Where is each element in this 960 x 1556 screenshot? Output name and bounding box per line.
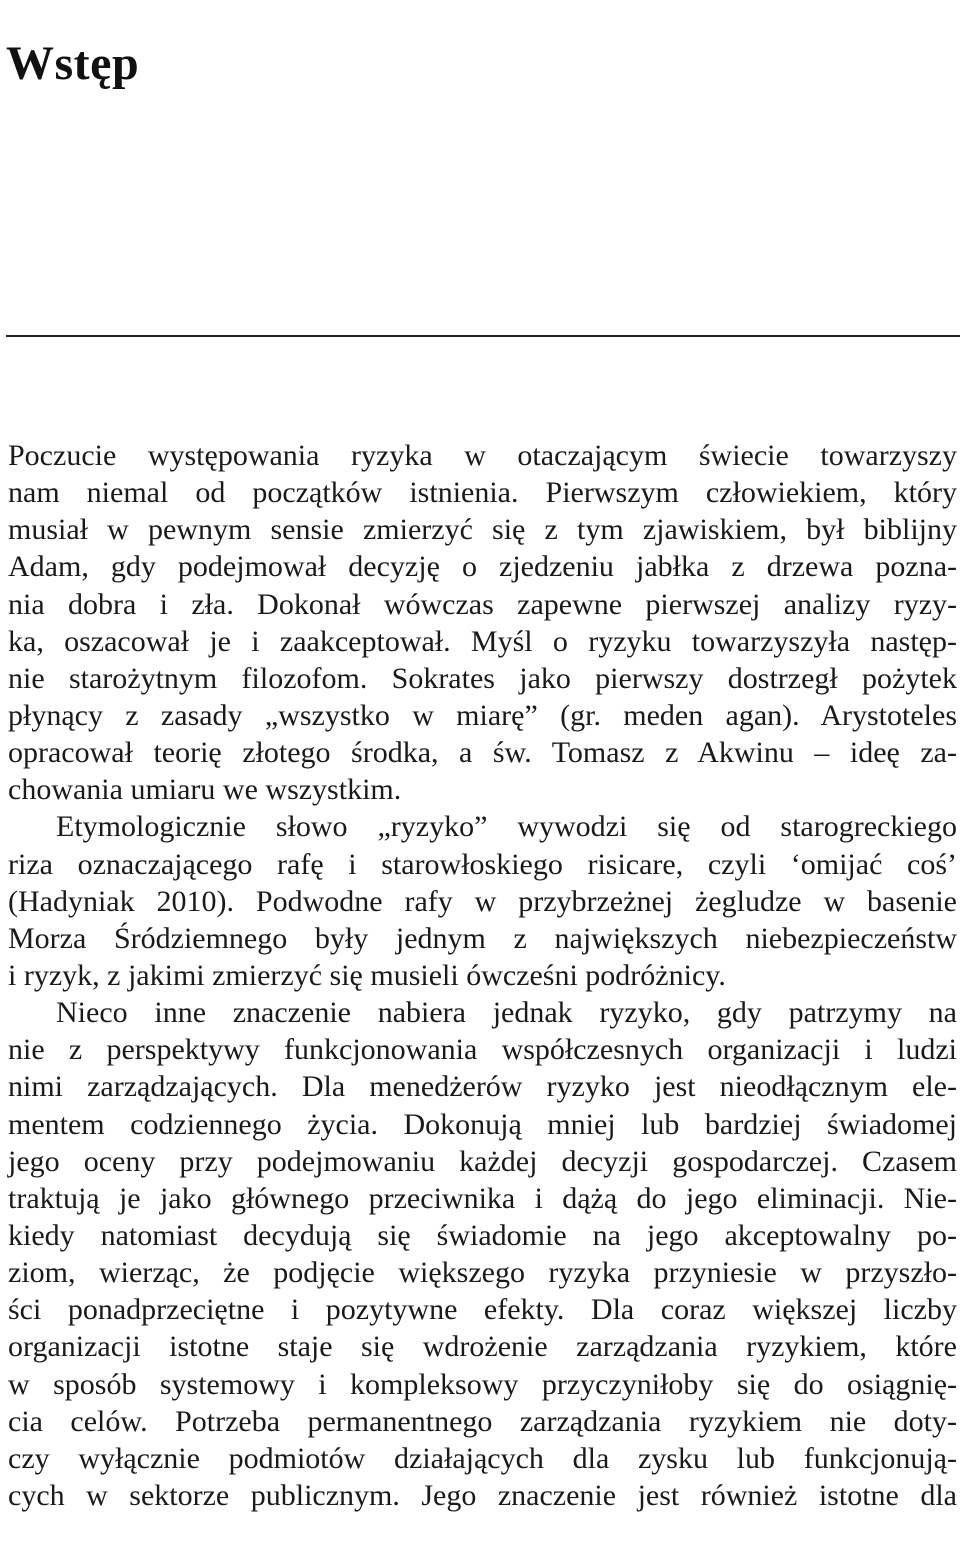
text-line: ści ponadprzeciętne i pozytywne efekty. Dla coraz większej liczby [8,1293,957,1327]
text-line: jego oceny przy podejmowaniu każdej decyzji gospodarczej. Czasem [8,1144,957,1178]
text-line: i ryzyk, z jakimi zmierzyć się musieli ówcześni podróżnicy. [8,958,726,992]
text-line: czy wyłącznie podmiotów działających dla zysku lub funkcjonują- [8,1441,957,1475]
text-line: opracował teorię złotego środka, a św. Tomasz z Akwinu – ideę za- [8,736,957,770]
text-line: nie z perspektywy funkcjonowania współczesnych organizacji i ludzi [8,1033,957,1067]
text-line: musiał w pewnym sensie zmierzyć się z tym zjawiskiem, był biblijny [8,513,957,547]
text-line: ziom, wierząc, że podjęcie większego ryzyka przyniesie w przyszło- [8,1256,957,1290]
text-line: w sposób systemowy i kompleksowy przyczyniłoby się do osiągnię- [8,1367,957,1401]
text-line: traktują je jako głównego przeciwnika i dążą do jego eliminacji. Nie- [8,1181,957,1215]
text-line: mentem codziennego życia. Dokonują mniej lub bardziej świadomej [8,1107,957,1141]
text-line: organizacji istotne staje się wdrożenie zarządzania ryzykiem, które [8,1330,957,1364]
text-line: (Hadyniak 2010). Podwodne rafy w przybrzeżnej żegludze w basenie [8,884,957,918]
body-text [8,437,957,1514]
title-divider [6,335,960,337]
text-line: nam niemal od początków istnienia. Pierwszym człowiekiem, który [8,476,957,510]
text-line: ka, oszacował je i zaakceptował. Myśl o ryzyku towarzyszyła następ- [8,624,957,658]
text-line: Nieco inne znaczenie nabiera jednak ryzyko, gdy patrzymy na [56,996,957,1030]
text-line: riza oznaczającego rafę i starowłoskiego risicare, czyli ‘omijać coś’ [8,847,957,881]
text-line: nimi zarządzających. Dla menedżerów ryzyko jest nieodłącznym ele- [8,1070,957,1104]
text-line: cia celów. Potrzeba permanentnego zarządzania ryzykiem nie doty- [8,1404,957,1438]
text-line: płynący z zasady „wszystko w miarę” (gr. meden agan). Arystoteles [8,698,957,732]
text-line: cych w sektorze publicznym. Jego znaczenie jest również istotne dla [8,1478,957,1512]
text-line: Adam, gdy podejmował decyzję o zjedzeniu jabłka z drzewa pozna- [8,550,957,584]
chapter-title: Wstęp [6,37,140,90]
text-line: Etymologicznie słowo „ryzyko” wywodzi się od starogreckiego [56,810,957,844]
text-line: kiedy natomiast decydują się świadomie na jego akceptowalny po- [8,1218,957,1252]
text-line: Poczucie występowania ryzyka w otaczającym świecie towarzyszy [8,439,957,472]
text-line: nia dobra i zła. Dokonał wówczas zapewne pierwszej analizy ryzy- [8,587,957,621]
text-line: chowania umiaru we wszystkim. [8,773,402,807]
text-line: Morza Śródziemnego były jednym z największych niebezpieczeństw [8,921,957,955]
text-line: nie starożytnym filozofom. Sokrates jako pierwszy dostrzegł pożytek [8,661,957,695]
